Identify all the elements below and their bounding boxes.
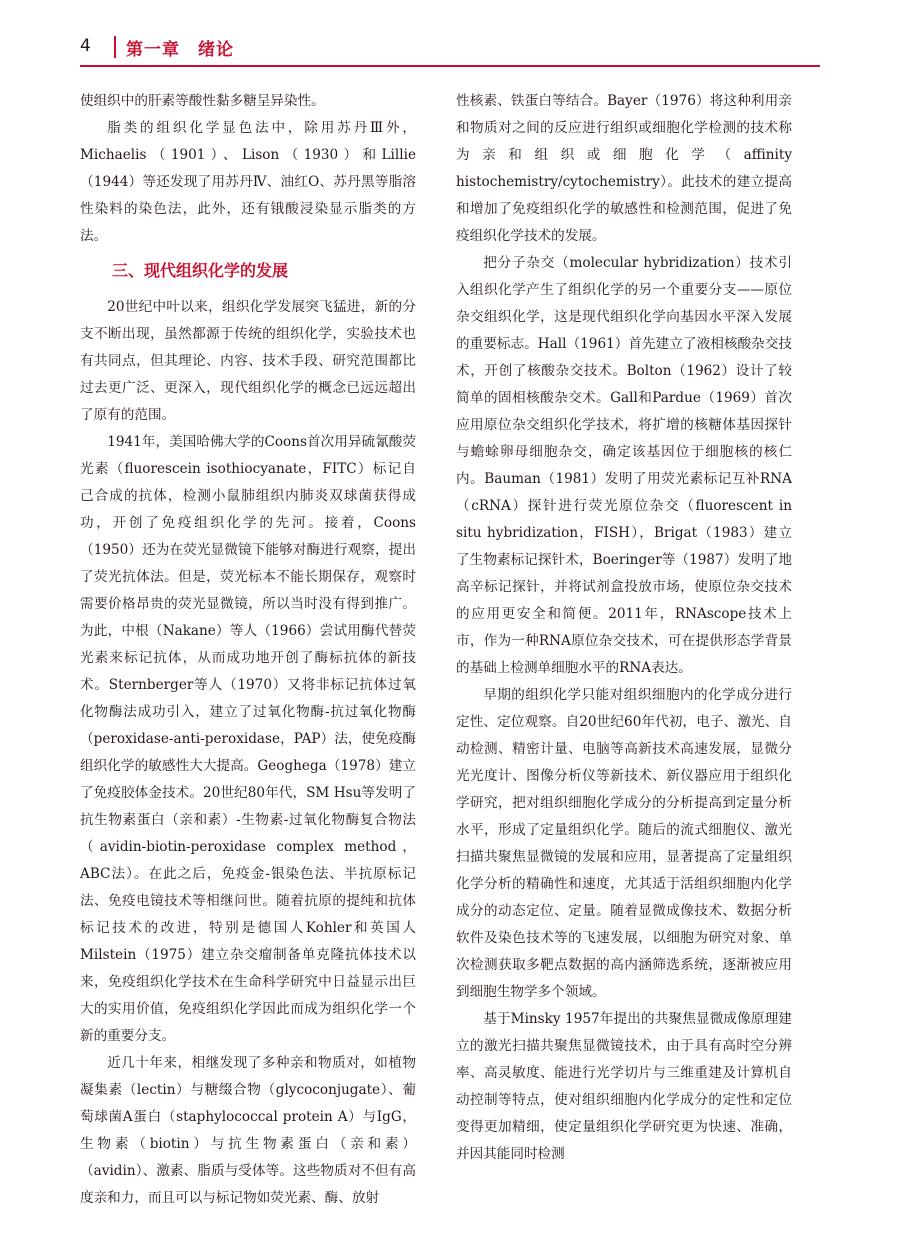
chapter-title: 第一章 绪论 bbox=[126, 40, 234, 60]
header-rule bbox=[80, 65, 820, 67]
paragraph: 使组织中的肝素等酸性黏多糖呈异染性。 bbox=[80, 93, 325, 109]
header-divider bbox=[114, 36, 116, 58]
left-column bbox=[80, 88, 416, 1212]
page-number: 4 bbox=[80, 36, 91, 56]
section-heading: 三、现代组织化学的发展 bbox=[112, 261, 289, 280]
paragraph: 1941年，美国哈佛大学的Coons首次用异硫氰酸荧光素（fluorescein isothiocyanate，FITC）标记自己合成的抗体，检测小鼠肺组织内肺炎双球菌获得成功，开创了免疫组织化学的先河。接着，Coons（1950）还为在荧光显微镜下能够对酶进行观察，提出了荧光抗体法。但是，荧光标本不能长期保存，观察时需要价格昂贵的荧光显微镜，所以当时没有得到推广。为此，中根（Nakane）等人（1966）尝试用酶代替荧光素来标记抗体，从而成功地开创了酶标抗体的新技术。Sternberger等人（1970）又将非标记抗体过氧化物酶法成功引入，建立了过氧化物酶-抗过氧化物酶（peroxidase-anti-peroxidase，PAP）法，使免疫酶组织化学的敏感性大大提高。Geoghega（1978）建立了免疫胶体金技术。20世纪80年代，SM Hsu等发明了抗生物素蛋白（亲和素）-生物素-过氧化物酶复合物法（avidin-biotin-peroxidase complex method，ABC法）。在此之后，免疫金-银染色法、半抗原标记法、免疫电镜技术等相继问世。随着抗原的提纯和抗体标记技术的改进，特别是德国人Kohler和英国人Milstein（1975）建立杂交瘤制备单克隆抗体技术以来，免疫组织化学技术在生命科学研究中日益显示出巨大的实用价值，免疫组织化学因此而成为组织化学一个新的重要分支。 bbox=[80, 434, 416, 1044]
paragraph: 早期的组织化学只能对组织细胞内的化学成分进行定性、定位观察。自20世纪60年代初，电子、激光、自动检测、精密计量、电脑等高新技术高速发展，显微分光光度计、图像分析仪等新技术、新仪器应用于组织化学研究，把对组织细胞化学成分的分析提高到定量分析水平，形成了定量组织化学。随后的流式细胞仪、激光扫描共聚焦显微镜的发展和应用，显著提高了定量组织化学分析的精确性和速度，尤其适于活组织细胞内化学成分的动态定位、定量。随着显微成像技术、数据分析软件及染色技术等的飞速发展，以细胞为研究对象、单次检测获取多靶点数据的高内涵筛选系统，逐渐被应用到细胞生物学多个领域。 bbox=[456, 687, 792, 1000]
paragraph: 把分子杂交（molecular hybridization）技术引入组织化学产生了组织化学的另一个重要分支——原位杂交组织化学，这是现代组织化学向基因水平深入发展的重要标志。Hall（1961）首先建立了液相核酸杂交技术，开创了核酸杂交技术。Bolton（1962）设计了较简单的固相核酸杂交术。Gall和Pardue（1969）首次应用原位杂交组织化学技术，将扩增的核糖体基因探针与蟾蜍卵母细胞杂交，确定该基因位于细胞核的核仁内。Bauman（1981）发明了用荧光素标记互补RNA（cRNA）探针进行荧光原位杂交（fluorescent in situ hybridization，FISH），Brigat（1983）建立了生物素标记探针术，Boeringer等（1987）发明了地高辛标记探针，并将试剂盒投放市场，使原位杂交技术的应用更安全和简便。2011年，RNAscope技术上市，作为一种RNA原位杂交技术，可在提供形态学背景的基础上检测单细胞水平的RNA表达。 bbox=[456, 255, 792, 676]
paragraph: 基于Minsky 1957年提出的共聚焦显微成像原理建立的激光扫描共聚焦显微镜技术，由于具有高时空分辨率、高灵敏度、能进行光学切片与三维重建及计算机自动控制等特点，使对组织细胞内化学成分的定性和定位变得更加精细，使定量组织化学研究更为快速、准确，并因其能同时检测 bbox=[456, 1011, 792, 1162]
paragraph: 性核素、铁蛋白等结合。Bayer（1976）将这种利用亲和物质对之间的反应进行组织或细胞化学检测的技术称为亲和组织或细胞化学（affinity histochemistry/cytochemistry）。此技术的建立提高和增加了免疫组织化学的敏感性和检测范围，促进了免疫组织化学技术的发展。 bbox=[456, 93, 792, 244]
right-column bbox=[456, 88, 792, 1168]
paragraph: 脂类的组织化学显色法中，除用苏丹Ⅲ外，Michaelis（1901）、Lison（1930）和Lillie（1944）等还发现了用苏丹Ⅳ、油红O、苏丹黑等脂溶性染料的染色法，此外，还有锇酸浸染显示脂类的方法。 bbox=[80, 120, 416, 244]
paragraph: 近几十年来，相继发现了多种亲和物质对，如植物凝集素（lectin）与糖缀合物（glycoconjugate）、葡萄球菌A蛋白（staphylococcal protein A）与IgG，生物素（biotin）与抗生物素蛋白（亲和素）（avidin）、激素、脂质与受体等。这些物质对不但有高度亲和力，而且可以与标记物如荧光素、酶、放射 bbox=[80, 1055, 416, 1206]
paragraph: 20世纪中叶以来，组织化学发展突飞猛进，新的分支不断出现，虽然都源于传统的组织化学，实验技术也有共同点，但其理论、内容、技术手段、研究范围都比过去更广泛、更深入，现代组织化学的概念已远远超出了原有的范围。 bbox=[80, 299, 416, 423]
page-header bbox=[80, 28, 820, 68]
